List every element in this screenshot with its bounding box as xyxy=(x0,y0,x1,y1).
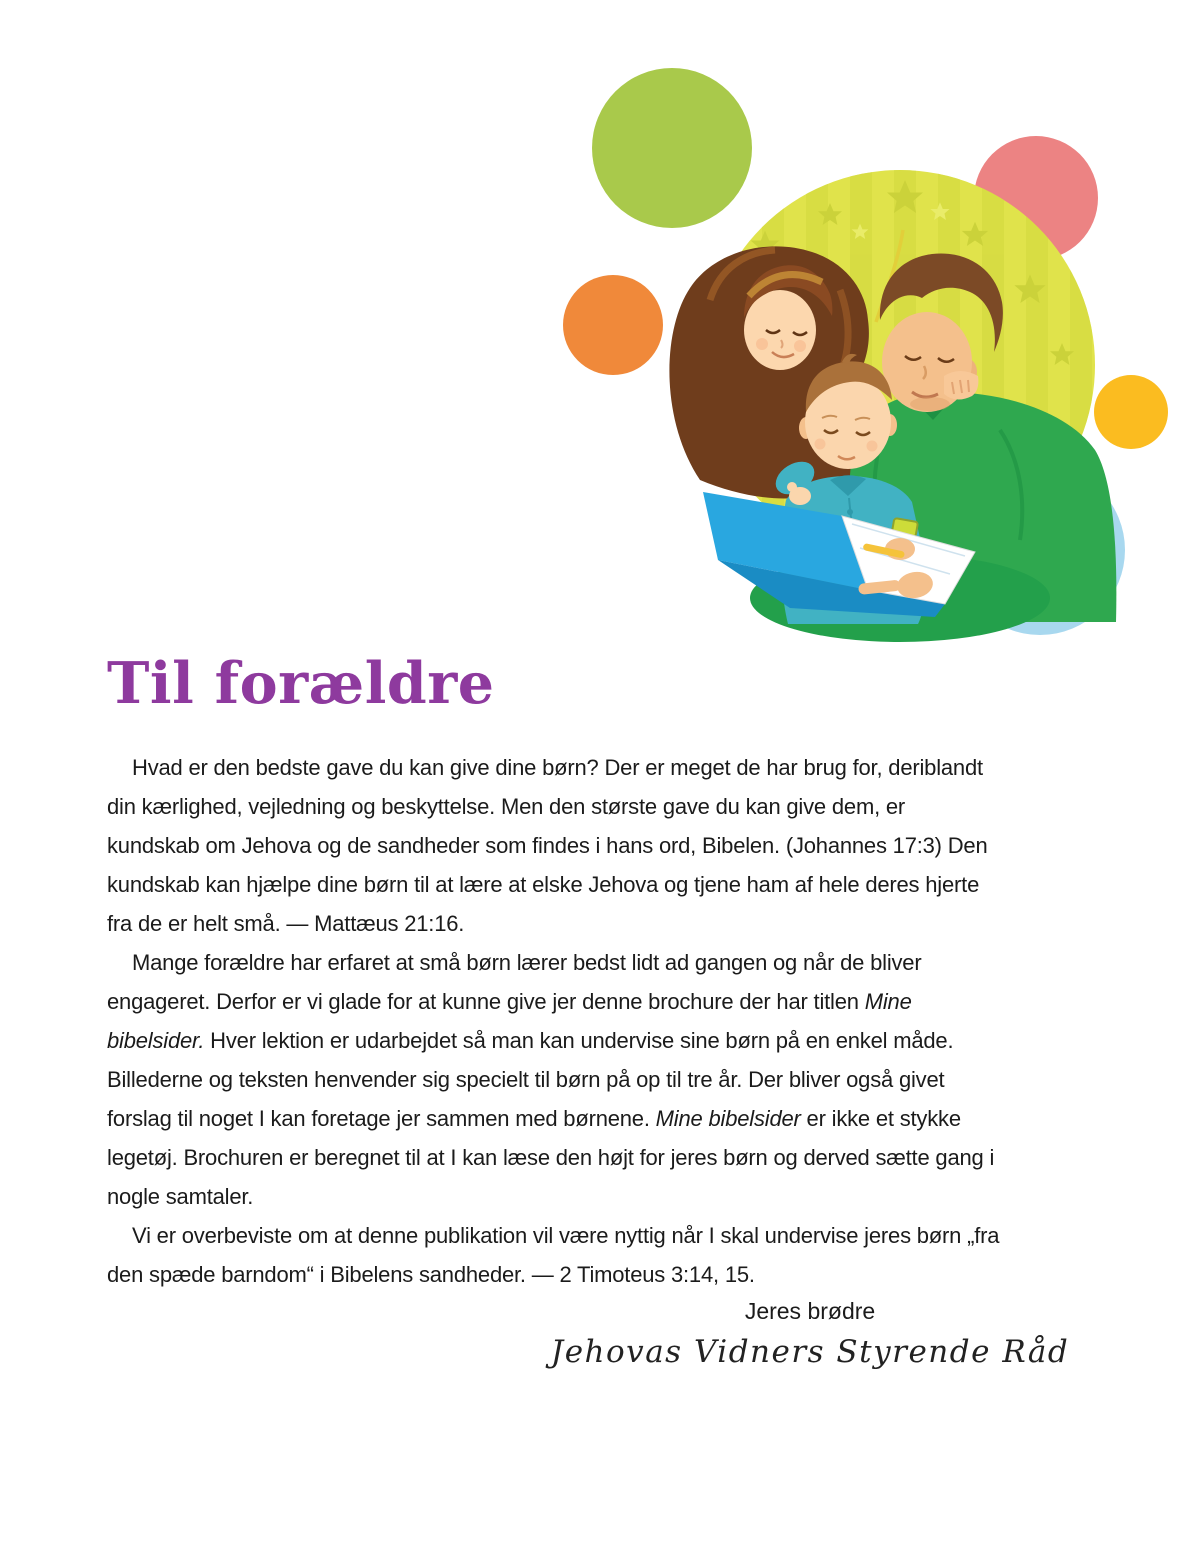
paragraph: Mange forældre har erfaret at små børn lærer bedst lidt ad gangen og når de bliver engageret. Derfor er vi glade for at kunne give jer denne brochure der har titlen Mine bibelsider. Hver lektion er udarbejdet så man kan undervise sine børn på en enkel måde. Billederne og teksten henvender sig specielt til børn på op til tre år. Der bliver også givet forslag til noget I kan foretage jer sammen med børnene. Mine bibelsider er ikke et stykke legetøj. Brochuren er beregnet til at I kan læse den højt for jeres børn og derved sætte gang i nogle samtaler. xyxy=(107,950,995,1209)
signature-closing: Jeres brødre xyxy=(744,1298,876,1324)
orange-circle xyxy=(563,275,663,375)
signature-block xyxy=(530,1296,1090,1372)
green-circle xyxy=(592,68,752,228)
article-body xyxy=(107,748,1000,1294)
page-title: Til forældre xyxy=(107,650,495,717)
article xyxy=(107,650,1000,1294)
yellow-circle xyxy=(1094,375,1168,449)
signature-name: Jehovas Vidners Styrende Råd xyxy=(550,1334,1070,1370)
family-reading-illustration xyxy=(540,58,1185,653)
paragraph: Vi er overbeviste om at denne publikation vil være nyttig når I skal undervise jeres børn „fra den spæde barndom“ i Bibelens sandheder. — 2 Timoteus 3:14, 15. xyxy=(107,1223,1000,1287)
paragraph: Hvad er den bedste gave du kan give dine børn? Der er meget de har brug for, deriblandt din kærlighed, vejledning og beskyttelse. Men den største gave du kan give dem, er kundskab om Jehova og de sandheder som findes i hans ord, Bibelen. (Johannes 17:3) Den kundskab kan hjælpe dine børn til at lære at elske Jehova og tjene ham af hele deres hjerte fra de er helt små. — Mattæus 21:16. xyxy=(107,755,988,936)
